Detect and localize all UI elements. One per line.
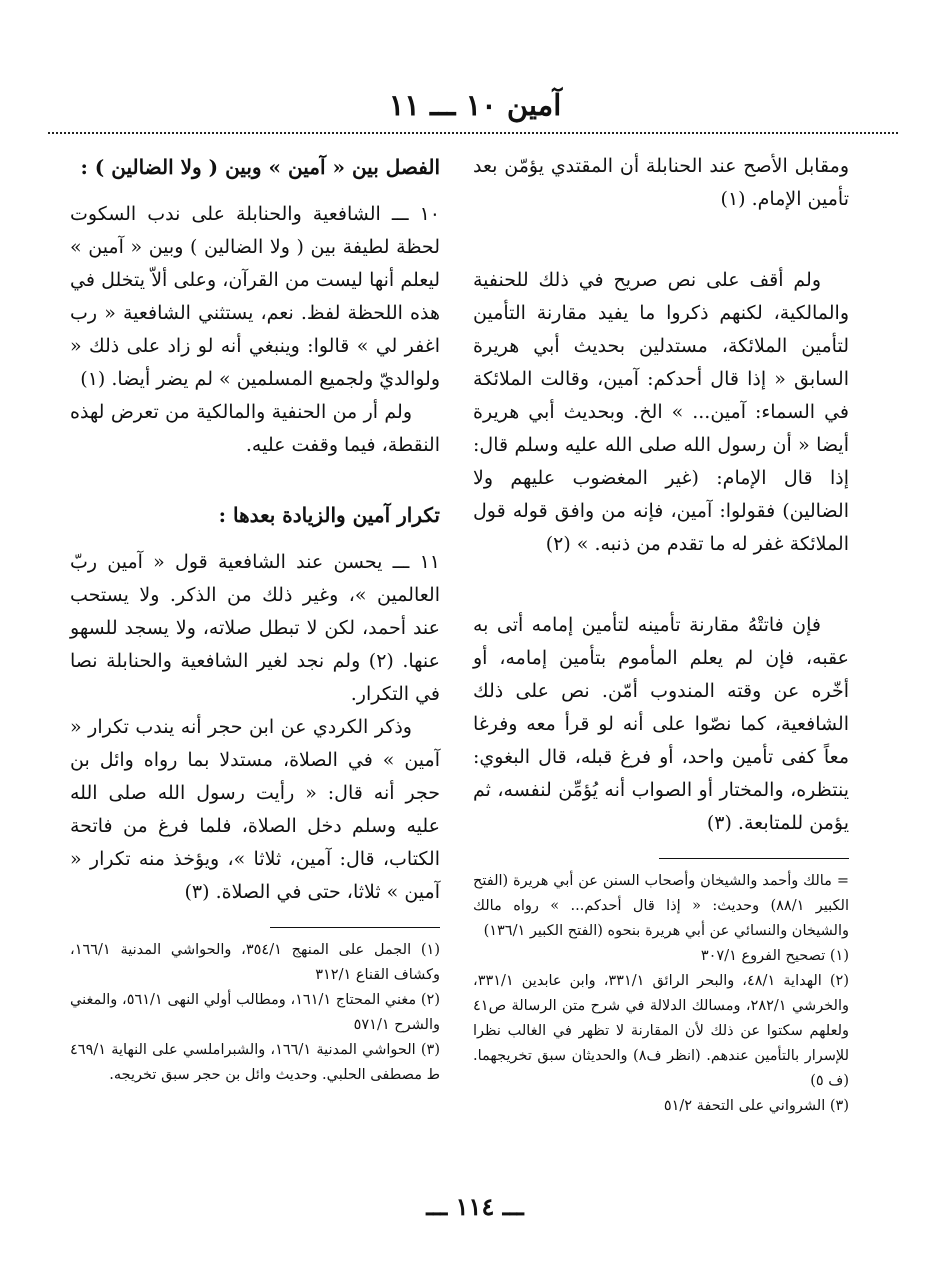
left-paragraph-3: ١١ ـــ يحسن عند الشافعية قول « آمين ربّ العالمين »، وغير ذلك من الذكر. ولا يستحب عند أحمد، لكن لا تبطل صلاته، ولا يسجد للسهو عنها. (٢) ولم نجد لغير الشافعية والحنابلة نصا في التكرار.: [70, 551, 440, 705]
right-paragraph-3: فإن فاتتْهُ مقارنة تأمينه لتأمين إمامه أتى به عقبه، فإن لم يعلم المأموم بتأمين إمامه، أو أخّره عن وقته المندوب أمّن. نص على ذلك الشافعية، كما نصّوا على أنه لو قرأ معه وفرغا معاً كفى تأمين واحد، أو فرغ قبله، قال البغوي: ينتظره، والمختار أو الصواب أنه يُؤمِّن لنفسه، ثم يؤمن للمتابعة. (٣): [473, 614, 849, 834]
left-column: [70, 150, 440, 1088]
page-number: ـــ ١١٤ ـــ: [426, 1192, 524, 1221]
left-paragraph-1: ١٠ ـــ الشافعية والحنابلة على ندب السكوت لحظة لطيفة بين ( ولا الضالين ) وبين « آمين » ليعلم أنها ليست من القرآن، وعلى ألاّ يتخلل في هذه اللحظة لفظ. نعم، يستثني الشافعية « رب اغفر لي » قالوا: وينبغي أنه لو زاد على ذلك « ولوالديّ ولجميع المسلمين » لم يضر أيضا. (١): [70, 203, 440, 390]
page-header: آمين ١٠ ـــ ١١: [388, 88, 562, 122]
footnote: (٣) الحواشي المدنية ١٦٦/١، والشبراملسي على النهاية ٤٦٩/١ ط مصطفى الحلبي. وحديث وائل بن حجر سبق تخريجه.: [70, 1042, 441, 1083]
footnote: (٣) الشرواني على التحفة ٥١/٢: [663, 1098, 849, 1114]
right-paragraph-2: ولم أقف على نص صريح في ذلك للحنفية والمالكية، لكنهم ذكروا ما يفيد مقارنة التأمين لتأمين الملائكة، مستدلين بحديث أبي هريرة السابق « إذا قال أحدكم: آمين، وقالت الملائكة في السماء: آمين... » الخ. وبحديث أبي هريرة أيضا « أن رسول الله صلى الله عليه وسلم قال: إذا قال الإمام: (غير المغضوب عليهم ولا الضالين) فقولوا: آمين، فإنه من وافق قوله قول الملائكة غفر له ما تقدم من ذنبه. » (٢): [473, 269, 849, 555]
left-paragraph-2: ولم أر من الحنفية والمالكية من تعرض لهذه النقطة، فيما وقفت عليه.: [70, 401, 440, 456]
left-paragraph-4: وذكر الكردي عن ابن حجر أنه يندب تكرار « آمين » في الصلاة، مستدلا بما رواه وائل بن حجر أنه قال: « رأيت رسول الله صلى الله عليه وسلم دخل الصلاة، فلما فرغ من فاتحة الكتاب، قال: آمين، ثلاثا »، ويؤخذ منه تكرار « آمين » ثلاثا، حتى في الصلاة. (٣): [70, 716, 440, 903]
footnote: (١) تصحيح الفروع ٣٠٧/١: [700, 948, 849, 964]
footnote: (٢) الهداية ٤٨/١، والبحر الرائق ٣٣١/١، وابن عابدين ٣٣١/١، والخرشي ٢٨٢/١، ومسالك الدلالة في شرح متن الرسالة ص٤١ ولعلهم سكتوا عن ذلك لأن المقارنة لا تظهر في الغالب نظرا للإسرار بالتأمين عندهم. (انظر ف٨) والحديثان سبق تخريجهما. (ف ٥): [473, 973, 850, 1089]
header-divider: [48, 132, 898, 134]
footnote-rule: [659, 858, 849, 859]
footnote-rule: [270, 927, 440, 928]
footnote: (٢) مغني المحتاج ١٦١/١، ومطالب أولي النهى ٥٦١/١، والمغني والشرح ٥٧١/١: [70, 992, 440, 1033]
footnote: = مالك وأحمد والشيخان وأصحاب السنن عن أبي هريرة (الفتح الكبير ٨٨/١) وحديث: « إذا قال أحدكم... » رواه مالك والشيخان والنسائي عن أبي هريرة بنحوه (الفتح الكبير ١٣٦/١): [473, 873, 849, 939]
section-heading: الفصل بين « آمين » وبين ( ولا الضالين ) :: [80, 155, 440, 179]
section-heading: تكرار آمين والزيادة بعدها :: [218, 503, 440, 527]
right-paragraph-1: ومقابل الأصح عند الحنابلة أن المقتدي يؤمّن بعد تأمين الإمام. (١): [473, 155, 849, 210]
footnote: (١) الجمل على المنهج ٣٥٤/١، والحواشي المدنية ١٦٦/١، وكشاف القناع ٣١٢/١: [70, 942, 440, 983]
right-column: [473, 150, 849, 1119]
